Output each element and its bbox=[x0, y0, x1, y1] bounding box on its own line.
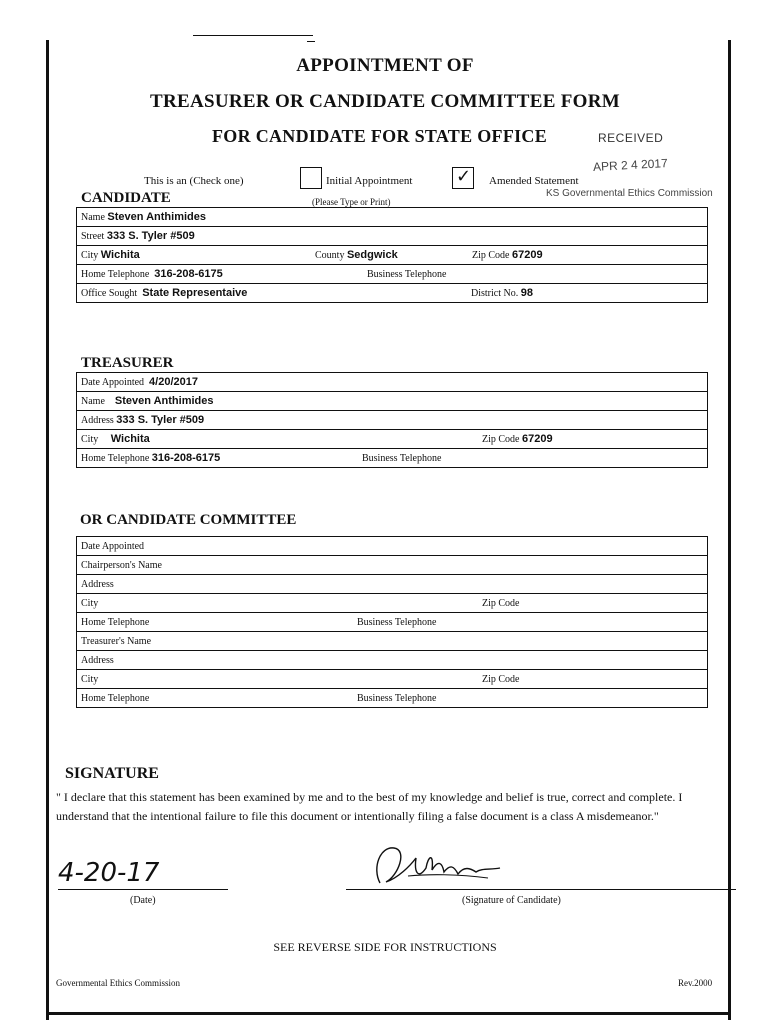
committee-heading: OR CANDIDATE COMMITTEE bbox=[80, 512, 297, 528]
candidate-name-field[interactable]: Steven Anthimides bbox=[107, 211, 207, 223]
footer-agency: Governmental Ethics Commission bbox=[56, 978, 180, 988]
initial-appointment-label: Initial Appointment bbox=[326, 175, 413, 187]
candidate-phone-row bbox=[77, 265, 708, 284]
treasurer-city-row bbox=[77, 430, 708, 449]
treasurer-address-row bbox=[77, 411, 708, 430]
candidate-city-field[interactable]: Wichita bbox=[100, 249, 140, 261]
field-label: County bbox=[315, 249, 345, 261]
committee-phone2-row bbox=[77, 689, 708, 708]
field-label: District No. bbox=[471, 287, 519, 299]
field-label: Home Telephone bbox=[81, 692, 150, 704]
form-title-line1: APPOINTMENT OF bbox=[296, 55, 474, 76]
field-label: Home Telephone bbox=[81, 269, 150, 280]
field-label: City bbox=[81, 250, 99, 261]
field-label: Zip Code bbox=[482, 597, 520, 609]
field-label: Business Telephone bbox=[357, 616, 437, 628]
field-label: Treasurer's Name bbox=[81, 635, 152, 647]
candidate-name-row bbox=[77, 208, 708, 227]
treasurer-name-row bbox=[77, 392, 708, 411]
committee-date-row bbox=[77, 537, 708, 556]
check-mark-icon: ✓ bbox=[456, 166, 472, 187]
candidate-heading: CANDIDATE bbox=[81, 190, 171, 206]
field-label: Business Telephone bbox=[367, 268, 447, 280]
candidate-county-field[interactable]: Sedgwick bbox=[346, 249, 398, 261]
form-title-line2: TREASURER OR CANDIDATE COMMITTEE FORM bbox=[150, 91, 620, 112]
treasurer-heading: TREASURER bbox=[81, 355, 174, 371]
initial-appointment-checkbox[interactable] bbox=[300, 167, 322, 189]
field-label: Office Sought bbox=[81, 288, 138, 299]
committee-address2-row bbox=[77, 651, 708, 670]
treasurer-city-field[interactable]: Wichita bbox=[110, 433, 150, 445]
candidate-office-field[interactable]: State Representaive bbox=[142, 287, 248, 299]
top-dash bbox=[307, 41, 315, 42]
committee-table bbox=[76, 536, 708, 708]
candidate-district-field[interactable]: 98 bbox=[520, 287, 533, 299]
treasurer-date-field[interactable]: 4/20/2017 bbox=[149, 376, 198, 388]
signature-line bbox=[346, 889, 736, 890]
field-label: Business Telephone bbox=[357, 692, 437, 704]
candidate-home-phone-field[interactable]: 316-208-6175 bbox=[154, 268, 223, 280]
form-title-line3: FOR CANDIDATE FOR STATE OFFICE bbox=[212, 126, 548, 146]
check-prompt: This is an (Check one) bbox=[144, 175, 244, 187]
please-type-note: (Please Type or Print) bbox=[312, 197, 391, 207]
committee-treasurer-row bbox=[77, 632, 708, 651]
page-border-left bbox=[46, 40, 49, 1020]
field-label: Zip Code bbox=[482, 433, 520, 445]
field-label: Name bbox=[81, 396, 105, 407]
page-border-bottom bbox=[46, 1012, 731, 1015]
treasurer-address-field[interactable]: 333 S. Tyler #509 bbox=[116, 414, 205, 426]
candidate-city-row bbox=[77, 246, 708, 265]
candidate-table bbox=[76, 207, 708, 303]
top-rule bbox=[193, 35, 313, 36]
signature-statement: " I declare that this statement has been examined by me and to the best of my knowledge and belief is true, correct and complete. I understand that the intentional failure to file this document or intentionally filing a false document is a class A misdemeanor." bbox=[56, 790, 683, 823]
field-label: Name bbox=[81, 212, 105, 223]
candidate-street-field[interactable]: 333 S. Tyler #509 bbox=[106, 230, 195, 242]
field-label: Chairperson's Name bbox=[81, 559, 162, 571]
candidate-zip-field[interactable]: 67209 bbox=[512, 249, 543, 261]
date-caption: (Date) bbox=[130, 895, 156, 906]
footer-revision: Rev.2000 bbox=[678, 978, 713, 988]
field-label: Address bbox=[81, 578, 114, 590]
amended-statement-label: Amended Statement bbox=[489, 175, 579, 187]
treasurer-table bbox=[76, 372, 708, 468]
field-label: City bbox=[81, 597, 99, 609]
treasurer-date-row bbox=[77, 373, 708, 392]
received-stamp: RECEIVED bbox=[598, 131, 664, 145]
received-stamp-date: APR 2 4 2017 bbox=[592, 156, 669, 174]
page-border-right bbox=[728, 40, 731, 1020]
field-label: Home Telephone bbox=[81, 453, 150, 464]
treasurer-zip-field[interactable]: 67209 bbox=[522, 433, 553, 445]
candidate-signature bbox=[368, 838, 508, 893]
field-label: Business Telephone bbox=[362, 452, 442, 464]
field-label: Home Telephone bbox=[81, 616, 150, 628]
candidate-office-row bbox=[77, 284, 708, 303]
committee-city2-row bbox=[77, 670, 708, 689]
field-label: City bbox=[81, 673, 99, 685]
received-stamp-org: KS Governmental Ethics Commission bbox=[546, 188, 713, 199]
candidate-street-row bbox=[77, 227, 708, 246]
treasurer-phone-row bbox=[77, 449, 708, 468]
committee-address-row bbox=[77, 575, 708, 594]
handwritten-date: 4-20-17 bbox=[58, 858, 160, 888]
committee-phone-row bbox=[77, 613, 708, 632]
field-label: Date Appointed bbox=[81, 540, 145, 552]
signature-heading: SIGNATURE bbox=[65, 765, 159, 782]
field-label: Street bbox=[81, 231, 105, 242]
field-label: Address bbox=[81, 654, 114, 666]
treasurer-name-field[interactable]: Steven Anthimides bbox=[114, 395, 214, 407]
field-label: Date Appointed bbox=[81, 377, 145, 388]
committee-city-row bbox=[77, 594, 708, 613]
field-label: Zip Code bbox=[482, 673, 520, 685]
committee-chair-row bbox=[77, 556, 708, 575]
field-label: Address bbox=[81, 415, 114, 426]
signature-caption: (Signature of Candidate) bbox=[462, 895, 561, 906]
instructions-note: SEE REVERSE SIDE FOR INSTRUCTIONS bbox=[273, 940, 497, 954]
treasurer-home-phone-field[interactable]: 316-208-6175 bbox=[151, 452, 221, 464]
date-line bbox=[58, 889, 228, 890]
field-label: City bbox=[81, 434, 99, 445]
field-label: Zip Code bbox=[472, 249, 510, 261]
